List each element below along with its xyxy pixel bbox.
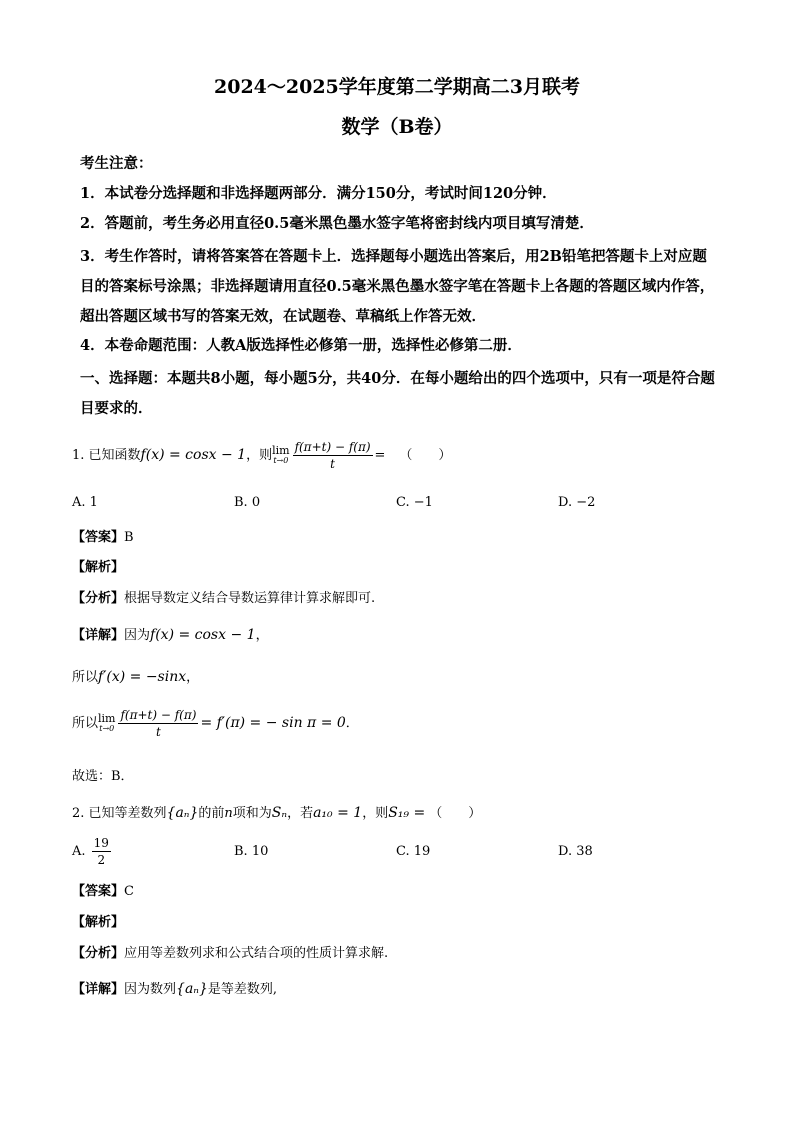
- q2-fenxi-text: 应用等差数列求和公式结合项的性质计算求解.: [124, 946, 389, 961]
- q2-answer-value: C: [124, 884, 134, 899]
- q1-detail3-lim: [98, 713, 115, 734]
- q2-option-a-fraction: [92, 836, 111, 867]
- q1-detail3-denominator: t: [156, 725, 161, 739]
- page-subtitle: 数学（B卷）: [341, 116, 453, 138]
- q1-detail3-rhs: = f′(π) = − sin π = 0: [200, 715, 346, 731]
- q1-detail-3: [72, 708, 359, 739]
- q1-answer-value: B: [124, 530, 134, 545]
- q1-detail3-pre: 所以: [72, 716, 99, 731]
- q1-analysis: [72, 556, 124, 575]
- q1-option-d: D. −2: [558, 495, 596, 510]
- q1-blank: （ ）: [399, 448, 452, 463]
- q1-detail-label: 【详解】: [72, 628, 125, 643]
- q2-detail1-post: 是等差数列,: [207, 982, 278, 997]
- q2-answer-label: 【答案】: [72, 884, 125, 899]
- q2-detail1-math: {aₙ}: [176, 981, 208, 997]
- q2-option-a-den: 2: [97, 853, 106, 867]
- q1-detail3-post: ．: [345, 716, 359, 731]
- q2-answer: [72, 880, 134, 899]
- q2-cond: a₁₀ = 1: [313, 805, 363, 821]
- q2-sn: Sₙ: [271, 805, 288, 821]
- q1-lim-sub: t→0: [273, 456, 289, 466]
- q2-ask-pre: ，则: [362, 806, 389, 821]
- q2-n: n: [224, 806, 233, 821]
- q2-analysis: [72, 911, 124, 930]
- q2-ask: S₁₉ =: [388, 805, 426, 821]
- q1-func: f(x) = cosx − 1: [140, 447, 247, 463]
- q1-detail3-lim-word: lim: [98, 712, 116, 726]
- q2-cond-pre: ，若: [287, 806, 314, 821]
- notice-heading: 考生注意：: [80, 155, 153, 172]
- q2-detail-label: 【详解】: [72, 982, 125, 997]
- q1-denominator: t: [330, 457, 335, 471]
- q1-fenxi: [72, 587, 375, 606]
- q1-option-c: C. −1: [396, 495, 433, 510]
- q1-eq: =: [374, 448, 386, 463]
- q2-prefix: 2. 已知等差数列: [72, 806, 167, 821]
- q2-option-a-label: A.: [72, 844, 86, 859]
- page-title: 2024～2025学年度第二学期高二3月联考: [214, 76, 580, 98]
- q1-detail3-lim-sub: t→0: [99, 724, 115, 734]
- notice-item-1: 1．本试卷分选择题和非选择题两部分．满分150分，考试时间120分钟．: [80, 185, 557, 202]
- q1-lim-word: lim: [272, 444, 290, 458]
- q1-detail1-math: f(x) = cosx − 1: [150, 627, 256, 643]
- q2-seq: {aₙ}: [166, 805, 199, 821]
- notice-item-2: 2．答题前，考生务必用直径0.5毫米黑色墨水签字笔将密封线内项目填写清楚．: [80, 215, 594, 232]
- q1-detail1-pre: 因为: [124, 628, 151, 643]
- q2-blank: （ ）: [429, 806, 482, 821]
- q1-fenxi-label: 【分析】: [72, 591, 125, 606]
- question-1: [72, 440, 451, 471]
- section1-heading: 一、选择题：本题共8小题，每小题5分，共40分．在每小题给出的四个选项中，只有一项是符合题目要求的．: [80, 370, 715, 417]
- q1-detail2-pre: 所以: [72, 670, 99, 685]
- q2-mid: 的前: [198, 806, 225, 821]
- q2-fenxi-label: 【分析】: [72, 946, 125, 961]
- q1-option-b: B. 0: [234, 495, 261, 510]
- q1-detail2-post: ，: [186, 670, 200, 685]
- q1-numerator: f(π+t) − f(π): [294, 440, 371, 454]
- question-2: [72, 802, 481, 821]
- q1-detail1-post: ，: [255, 628, 269, 643]
- q1-answer: [72, 526, 134, 545]
- q1-detail3-numerator: f(π+t) − f(π): [120, 708, 197, 722]
- q2-option-d: D. 38: [558, 844, 593, 859]
- q1-analysis-label: 【解析】: [72, 560, 125, 575]
- notice-item-4: 4．本卷命题范围：人教A版选择性必修第一册，选择性必修第二册．: [80, 337, 522, 354]
- q2-mid2: 项和为: [232, 806, 272, 821]
- q2-option-a-num: 19: [93, 836, 109, 850]
- q1-detail-2: [72, 666, 199, 685]
- q2-analysis-label: 【解析】: [72, 915, 125, 930]
- q1-detail-1: [72, 624, 269, 643]
- q1-then: ，则: [246, 448, 273, 463]
- q1-answer-label: 【答案】: [72, 530, 125, 545]
- q1-fenxi-text: 根据导数定义结合导数运算律计算求解即可.: [124, 591, 376, 606]
- q2-detail-1: [72, 978, 277, 997]
- q2-option-b: B. 10: [234, 844, 269, 859]
- q2-option-c: C. 19: [396, 844, 431, 859]
- q1-prefix: 1. 已知函数: [72, 448, 141, 463]
- q1-option-a: A. 1: [72, 495, 98, 510]
- q2-fenxi: [72, 942, 388, 961]
- q2-option-a: [72, 836, 113, 867]
- q1-lim: [272, 445, 289, 466]
- q2-detail1-pre: 因为数列: [124, 982, 177, 997]
- q1-detail3-fraction: [118, 708, 198, 739]
- notice-item-3: 3．考生作答时，请将答案答在答题卡上．选择题每小题选出答案后，用2B铅笔把答题卡上对应题目的答案标号涂黑；非选择题请用直径0.5毫米黑色墨水签字笔在答题卡上各题的答题区域内作答，超出答题区域书写的答案无效，在试题卷、草稿纸上作答无效．: [80, 248, 715, 325]
- q1-detail2-math: f′(x) = −sinx: [98, 669, 187, 685]
- q1-fraction: [293, 440, 373, 471]
- q1-conclusion: 故选：B．: [72, 769, 134, 784]
